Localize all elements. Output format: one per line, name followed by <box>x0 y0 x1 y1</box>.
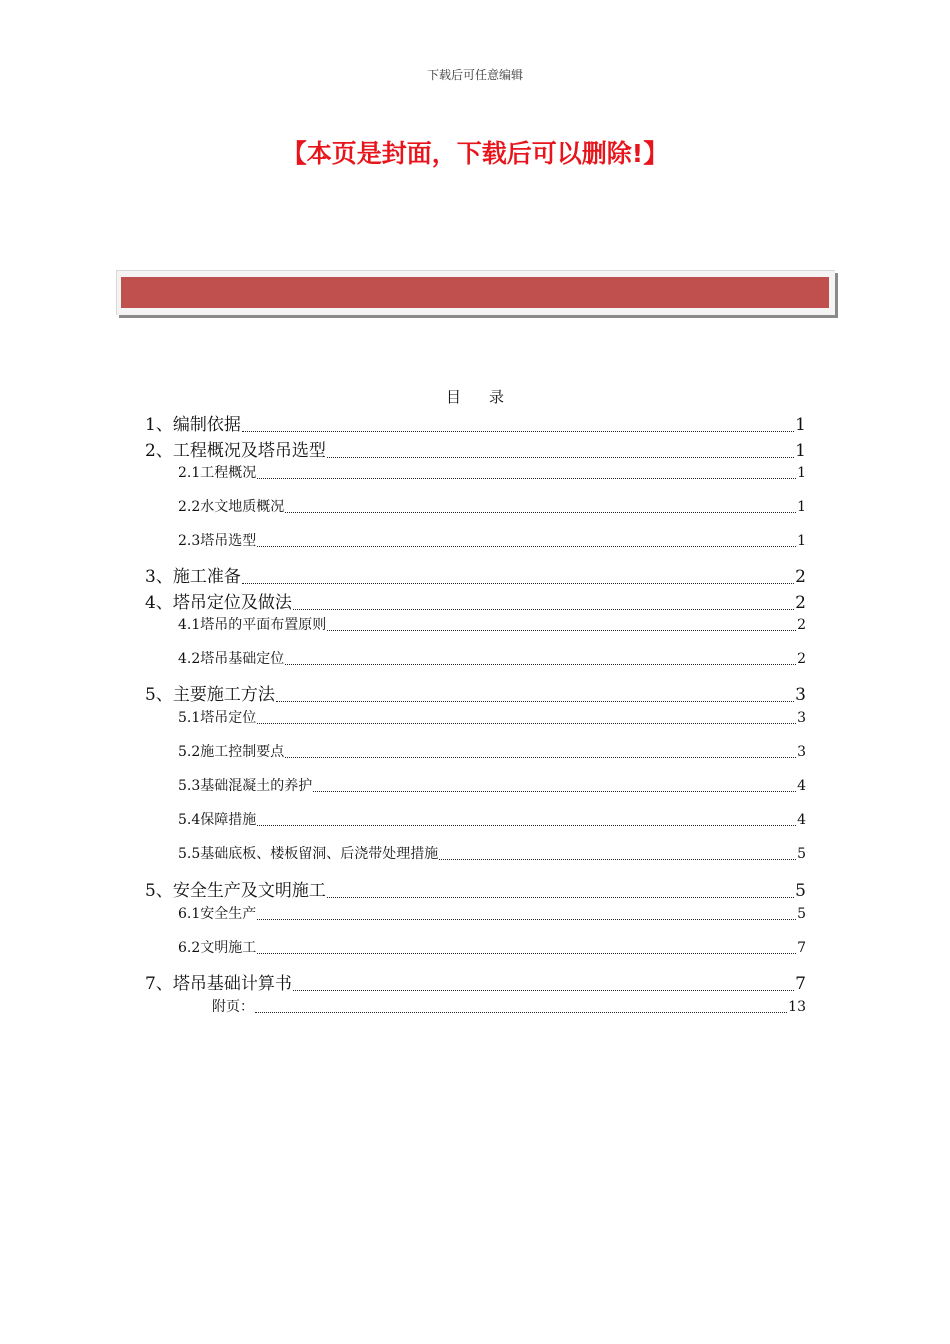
toc-entry[interactable] <box>145 562 806 587</box>
toc-leader <box>257 723 796 724</box>
toc-entry-text: 2.3塔吊选型 <box>178 533 257 549</box>
toc-entry[interactable] <box>145 680 806 705</box>
toc-entry[interactable] <box>178 462 806 482</box>
toc-entry-page: 2 <box>797 651 806 667</box>
toc-entry-text: 3、施工准备 <box>145 567 241 587</box>
toc-entry-text: 4、塔吊定位及做法 <box>145 593 292 613</box>
toc-entry[interactable] <box>178 775 806 795</box>
toc-entry[interactable] <box>178 937 806 957</box>
toc-entry-page: 5 <box>795 881 806 901</box>
toc-leader <box>242 431 794 432</box>
toc-entry-text: 4.1塔吊的平面布置原则 <box>178 617 327 633</box>
toc-entry-page: 5 <box>797 906 806 922</box>
toc-leader <box>255 1012 787 1013</box>
cover-notice: 【本页是封面，下载后可以删除!】 <box>281 139 669 168</box>
toc-leader <box>257 953 796 954</box>
toc-entry[interactable] <box>145 588 806 613</box>
toc-leader <box>285 757 796 758</box>
toc-entry[interactable] <box>178 707 806 727</box>
toc-leader <box>327 630 796 631</box>
toc-entry-page: 4 <box>797 778 806 794</box>
toc-entry[interactable] <box>178 741 806 761</box>
toc-entry-text: 5.4保障措施 <box>178 812 257 828</box>
toc-leader <box>327 897 794 898</box>
toc-entry-page: 2 <box>797 617 806 633</box>
toc-entry-page: 1 <box>797 499 806 515</box>
toc-entry[interactable] <box>145 876 806 901</box>
toc-entry-text: 5.3基础混凝土的养护 <box>178 778 313 794</box>
toc-entry-page: 2 <box>795 567 806 587</box>
toc-entry-page: 13 <box>788 999 806 1015</box>
toc-entry[interactable] <box>145 969 806 994</box>
toc-entry-text: 5.2施工控制要点 <box>178 744 285 760</box>
toc-entry-text: 2、工程概况及塔吊选型 <box>145 441 326 461</box>
toc-entry-text: 6.1安全生产 <box>178 906 257 922</box>
toc-entry-text: 附页： <box>212 999 254 1015</box>
toc-leader <box>242 583 794 584</box>
toc-entry[interactable] <box>212 996 806 1016</box>
toc-entry-text: 2.1工程概况 <box>178 465 257 481</box>
toc-entry-page: 1 <box>797 533 806 549</box>
toc-entry-page: 3 <box>797 710 806 726</box>
toc-title: 目录 <box>445 388 532 406</box>
toc-leader <box>327 457 794 458</box>
toc-entry-text: 6.2文明施工 <box>178 940 257 956</box>
toc-entry[interactable] <box>178 496 806 516</box>
toc-entry-page: 7 <box>797 940 806 956</box>
toc-entry-text: 1、编制依据 <box>145 415 241 435</box>
toc-leader <box>313 791 796 792</box>
toc-entry-page: 4 <box>797 812 806 828</box>
toc-entry-text: 5、安全生产及文明施工 <box>145 881 326 901</box>
toc-entry-page: 3 <box>797 744 806 760</box>
toc-leader <box>293 609 794 610</box>
toc-entry-page: 2 <box>795 593 806 613</box>
toc-entry-page: 1 <box>795 415 806 435</box>
toc-entry[interactable] <box>178 648 806 668</box>
toc-entry-page: 1 <box>795 441 806 461</box>
toc-entry[interactable] <box>178 614 806 634</box>
toc-entry-page: 3 <box>795 685 806 705</box>
toc-entry-page: 7 <box>795 974 806 994</box>
toc-leader <box>257 825 796 826</box>
toc-leader <box>285 512 796 513</box>
toc-entry-text: 5.5基础底板、楼板留洞、后浇带处理措施 <box>178 846 439 862</box>
toc-leader <box>257 478 796 479</box>
toc-leader <box>293 990 794 991</box>
toc-entry[interactable] <box>178 903 806 923</box>
toc-entry[interactable] <box>178 843 806 863</box>
toc-entry-page: 5 <box>797 846 806 862</box>
toc-entry-text: 2.2水文地质概况 <box>178 499 285 515</box>
toc-entry[interactable] <box>178 809 806 829</box>
toc-entry-text: 7、塔吊基础计算书 <box>145 974 292 994</box>
header-note: 下载后可任意编辑 <box>426 68 523 82</box>
toc-leader <box>257 546 796 547</box>
toc-entry-text: 5、主要施工方法 <box>145 685 275 705</box>
toc-leader <box>257 919 796 920</box>
toc-entry-page: 1 <box>797 465 806 481</box>
toc-leader <box>276 701 794 702</box>
toc-leader <box>285 664 796 665</box>
toc-entry[interactable] <box>145 410 806 435</box>
toc-entry-text: 5.1塔吊定位 <box>178 710 257 726</box>
toc-leader <box>439 859 796 860</box>
toc-entry[interactable] <box>145 436 806 461</box>
toc-entry[interactable] <box>178 530 806 550</box>
toc-entry-text: 4.2塔吊基础定位 <box>178 651 285 667</box>
